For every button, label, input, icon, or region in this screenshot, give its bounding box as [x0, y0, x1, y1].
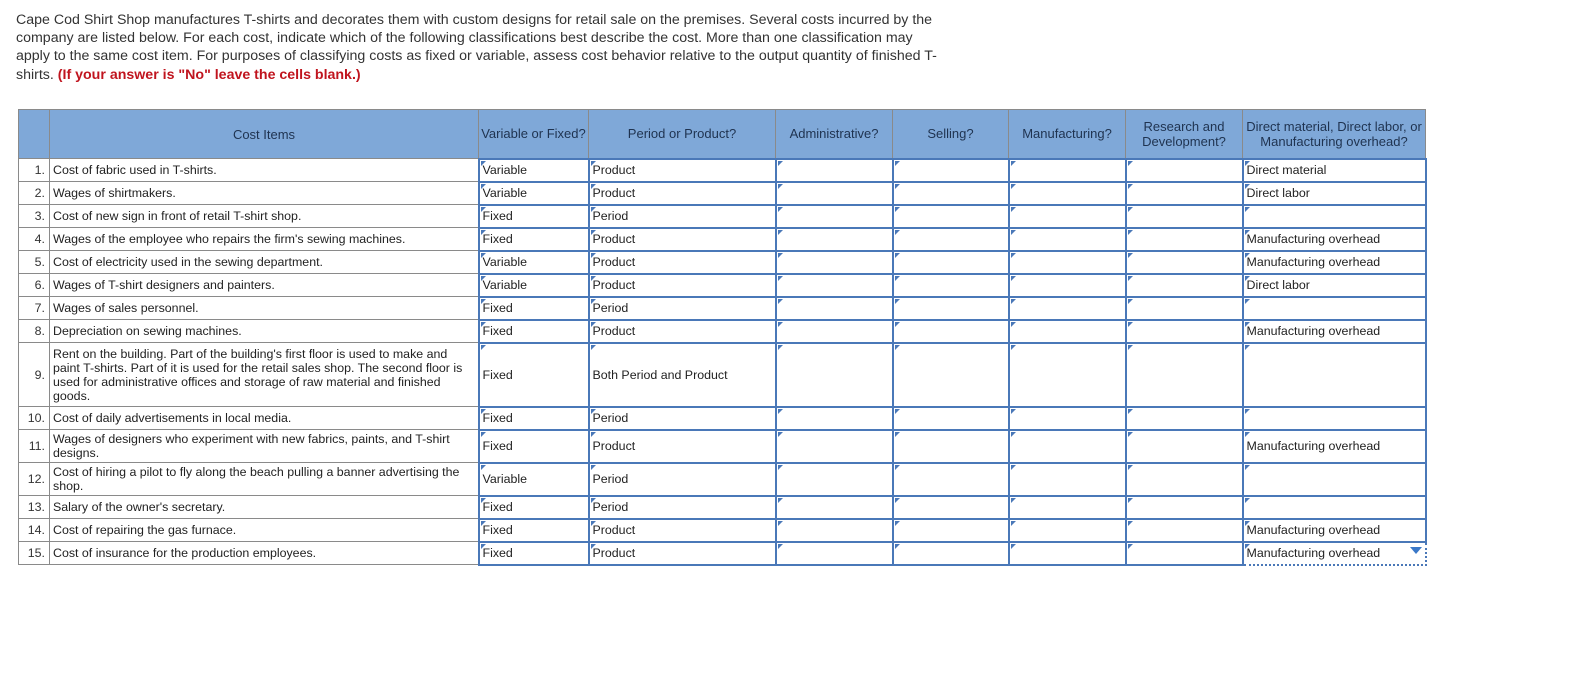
administrative-select[interactable] — [776, 297, 893, 320]
variable-fixed-select[interactable]: Fixed — [479, 542, 589, 565]
manufacturing-select[interactable] — [1009, 542, 1126, 565]
administrative-select[interactable] — [776, 343, 893, 407]
cost-item: Cost of insurance for the production employees. — [50, 542, 479, 565]
administrative-select[interactable] — [776, 407, 893, 430]
cost-classification-select[interactable]: Direct labor — [1243, 182, 1426, 205]
selling-select[interactable] — [893, 463, 1009, 496]
variable-fixed-select[interactable]: Variable — [479, 159, 589, 182]
header-period-product: Period or Product? — [589, 110, 776, 159]
period-product-select[interactable]: Product — [589, 542, 776, 565]
cost-item: Cost of fabric used in T-shirts. — [50, 159, 479, 182]
cost-classification-select[interactable]: Manufacturing overhead — [1243, 320, 1426, 343]
row-number: 2. — [19, 182, 50, 205]
cost-classification-select[interactable]: Manufacturing overhead — [1243, 430, 1426, 463]
instructions-text: Cape Cod Shirt Shop manufactures T-shirts and decorates them with custom designs for retail sale on the premises. Several costs incurred by the company are listed below. For each cost, indicate which of the following classifications best describe the cost. More than one classification may apply to the same cost item. For purposes of classifying costs as fixed or variable, assess cost behavior relative to the output quantity of finished T-shirts. — [16, 12, 937, 83]
cost-classification-select[interactable] — [1243, 407, 1426, 430]
row-number: 12. — [19, 463, 50, 496]
manufacturing-select[interactable] — [1009, 228, 1126, 251]
instructions — [16, 11, 941, 84]
manufacturing-select[interactable] — [1009, 343, 1126, 407]
row-number: 8. — [19, 320, 50, 343]
manufacturing-select[interactable] — [1009, 251, 1126, 274]
selling-select[interactable] — [893, 274, 1009, 297]
table-row — [19, 463, 1426, 496]
cost-item: Cost of hiring a pilot to fly along the beach pulling a banner advertising the shop. — [50, 463, 479, 496]
research-development-select[interactable] — [1126, 407, 1243, 430]
administrative-select[interactable] — [776, 228, 893, 251]
cost-item: Wages of T-shirt designers and painters. — [50, 274, 479, 297]
variable-fixed-select[interactable]: Variable — [479, 251, 589, 274]
administrative-select[interactable] — [776, 463, 893, 496]
selling-select[interactable] — [893, 542, 1009, 565]
selling-select[interactable] — [893, 251, 1009, 274]
variable-fixed-select[interactable]: Fixed — [479, 320, 589, 343]
cost-classification-select[interactable]: Direct labor — [1243, 274, 1426, 297]
research-development-select[interactable] — [1126, 430, 1243, 463]
period-product-select[interactable]: Product — [589, 228, 776, 251]
table-row — [19, 274, 1426, 297]
instructions-note: (If your answer is "No" leave the cells blank.) — [57, 66, 361, 83]
header-number — [19, 110, 50, 159]
period-product-select[interactable]: Product — [589, 159, 776, 182]
row-number: 9. — [19, 343, 50, 407]
table-row — [19, 159, 1426, 182]
cost-item: Salary of the owner's secretary. — [50, 496, 479, 519]
table-row — [19, 519, 1426, 542]
variable-fixed-select[interactable]: Fixed — [479, 297, 589, 320]
cost-classification-select[interactable]: Manufacturing overhead — [1243, 251, 1426, 274]
header-research-development: Research and Development? — [1126, 110, 1243, 159]
research-development-select[interactable] — [1126, 251, 1243, 274]
variable-fixed-select[interactable]: Variable — [479, 274, 589, 297]
header-selling: Selling? — [893, 110, 1009, 159]
selling-select[interactable] — [893, 430, 1009, 463]
selling-select[interactable] — [893, 182, 1009, 205]
row-number: 14. — [19, 519, 50, 542]
period-product-select[interactable]: Period — [589, 407, 776, 430]
selling-select[interactable] — [893, 407, 1009, 430]
period-product-select[interactable]: Product — [589, 430, 776, 463]
selling-select[interactable] — [893, 205, 1009, 228]
chevron-down-icon[interactable] — [1410, 547, 1422, 554]
row-number: 10. — [19, 407, 50, 430]
research-development-select[interactable] — [1126, 496, 1243, 519]
cost-classification-select[interactable]: Manufacturing overhead — [1243, 519, 1426, 542]
variable-fixed-select[interactable]: Fixed — [479, 205, 589, 228]
period-product-select[interactable]: Product — [589, 182, 776, 205]
cost-classification-select[interactable]: Direct material — [1243, 159, 1426, 182]
cost-item: Wages of shirtmakers. — [50, 182, 479, 205]
table-row — [19, 205, 1426, 228]
header-row — [19, 110, 1426, 159]
header-variable-fixed: Variable or Fixed? — [479, 110, 589, 159]
research-development-select[interactable] — [1126, 274, 1243, 297]
research-development-select[interactable] — [1126, 343, 1243, 407]
table-row — [19, 320, 1426, 343]
research-development-select[interactable] — [1126, 182, 1243, 205]
row-number: 7. — [19, 297, 50, 320]
row-number: 13. — [19, 496, 50, 519]
selling-select[interactable] — [893, 320, 1009, 343]
administrative-select[interactable] — [776, 320, 893, 343]
variable-fixed-select[interactable]: Fixed — [479, 343, 589, 407]
research-development-select[interactable] — [1126, 297, 1243, 320]
table-row — [19, 297, 1426, 320]
research-development-select[interactable] — [1126, 228, 1243, 251]
administrative-select[interactable] — [776, 159, 893, 182]
variable-fixed-select[interactable]: Fixed — [479, 407, 589, 430]
period-product-select[interactable]: Product — [589, 274, 776, 297]
variable-fixed-select[interactable]: Fixed — [479, 519, 589, 542]
administrative-select[interactable] — [776, 430, 893, 463]
cost-classification-select[interactable] — [1243, 496, 1426, 519]
manufacturing-select[interactable] — [1009, 496, 1126, 519]
manufacturing-select[interactable] — [1009, 407, 1126, 430]
manufacturing-select[interactable] — [1009, 519, 1126, 542]
research-development-select[interactable] — [1126, 205, 1243, 228]
period-product-select[interactable]: Period — [589, 205, 776, 228]
manufacturing-select[interactable] — [1009, 430, 1126, 463]
period-product-select[interactable]: Product — [589, 251, 776, 274]
row-number: 15. — [19, 542, 50, 565]
period-product-select[interactable]: Both Period and Product — [589, 343, 776, 407]
cost-item: Cost of new sign in front of retail T-shirt shop. — [50, 205, 479, 228]
row-number: 1. — [19, 159, 50, 182]
cost-classification-select[interactable] — [1243, 205, 1426, 228]
table-row — [19, 542, 1426, 565]
selling-select[interactable] — [893, 496, 1009, 519]
research-development-select[interactable] — [1126, 159, 1243, 182]
header-cost-classification: Direct material, Direct labor, or Manufacturing overhead? — [1243, 110, 1426, 159]
table-row — [19, 407, 1426, 430]
row-number: 6. — [19, 274, 50, 297]
period-product-select[interactable]: Period — [589, 297, 776, 320]
table-row — [19, 343, 1426, 407]
research-development-select[interactable] — [1126, 463, 1243, 496]
cost-classification-table — [18, 109, 1427, 566]
cost-item: Cost of repairing the gas furnace. — [50, 519, 479, 542]
manufacturing-select[interactable] — [1009, 463, 1126, 496]
administrative-select[interactable] — [776, 274, 893, 297]
cost-item: Cost of electricity used in the sewing department. — [50, 251, 479, 274]
cost-item: Wages of designers who experiment with new fabrics, paints, and T-shirt designs. — [50, 430, 479, 463]
research-development-select[interactable] — [1126, 542, 1243, 565]
table-row — [19, 251, 1426, 274]
cost-item: Wages of sales personnel. — [50, 297, 479, 320]
row-number: 3. — [19, 205, 50, 228]
administrative-select[interactable] — [776, 542, 893, 565]
table-row — [19, 228, 1426, 251]
table-row — [19, 496, 1426, 519]
manufacturing-select[interactable] — [1009, 274, 1126, 297]
manufacturing-select[interactable] — [1009, 320, 1126, 343]
header-cost-items: Cost Items — [50, 110, 479, 159]
cost-item: Wages of the employee who repairs the firm's sewing machines. — [50, 228, 479, 251]
selling-select[interactable] — [893, 228, 1009, 251]
period-product-select[interactable]: Product — [589, 320, 776, 343]
header-administrative: Administrative? — [776, 110, 893, 159]
cost-classification-select[interactable] — [1243, 297, 1426, 320]
row-number: 4. — [19, 228, 50, 251]
manufacturing-select[interactable] — [1009, 159, 1126, 182]
cost-classification-select[interactable] — [1243, 463, 1426, 496]
cost-classification-select[interactable]: Manufacturing overhead — [1243, 228, 1426, 251]
period-product-select[interactable]: Product — [589, 519, 776, 542]
row-number: 11. — [19, 430, 50, 463]
header-manufacturing: Manufacturing? — [1009, 110, 1126, 159]
variable-fixed-select[interactable]: Variable — [479, 463, 589, 496]
table-row — [19, 182, 1426, 205]
manufacturing-select[interactable] — [1009, 205, 1126, 228]
period-product-select[interactable]: Period — [589, 463, 776, 496]
manufacturing-select[interactable] — [1009, 182, 1126, 205]
selling-select[interactable] — [893, 343, 1009, 407]
cost-classification-select[interactable]: Manufacturing overhead — [1243, 542, 1426, 565]
period-product-select[interactable]: Period — [589, 496, 776, 519]
research-development-select[interactable] — [1126, 519, 1243, 542]
administrative-select[interactable] — [776, 251, 893, 274]
variable-fixed-select[interactable]: Fixed — [479, 496, 589, 519]
cost-classification-select[interactable] — [1243, 343, 1426, 407]
cost-item: Cost of daily advertisements in local media. — [50, 407, 479, 430]
variable-fixed-select[interactable]: Variable — [479, 182, 589, 205]
administrative-select[interactable] — [776, 205, 893, 228]
variable-fixed-select[interactable]: Fixed — [479, 430, 589, 463]
table-row — [19, 430, 1426, 463]
research-development-select[interactable] — [1126, 320, 1243, 343]
administrative-select[interactable] — [776, 496, 893, 519]
cost-item: Rent on the building. Part of the building's first floor is used to make and paint T-shirts. Part of it is used for the retail sales shop. The second floor is used for administrative offices and storage of raw material and finished goods. — [50, 343, 479, 407]
selling-select[interactable] — [893, 297, 1009, 320]
row-number: 5. — [19, 251, 50, 274]
administrative-select[interactable] — [776, 519, 893, 542]
table-body — [19, 159, 1426, 565]
administrative-select[interactable] — [776, 182, 893, 205]
selling-select[interactable] — [893, 519, 1009, 542]
variable-fixed-select[interactable]: Fixed — [479, 228, 589, 251]
cost-item: Depreciation on sewing machines. — [50, 320, 479, 343]
selling-select[interactable] — [893, 159, 1009, 182]
manufacturing-select[interactable] — [1009, 297, 1126, 320]
